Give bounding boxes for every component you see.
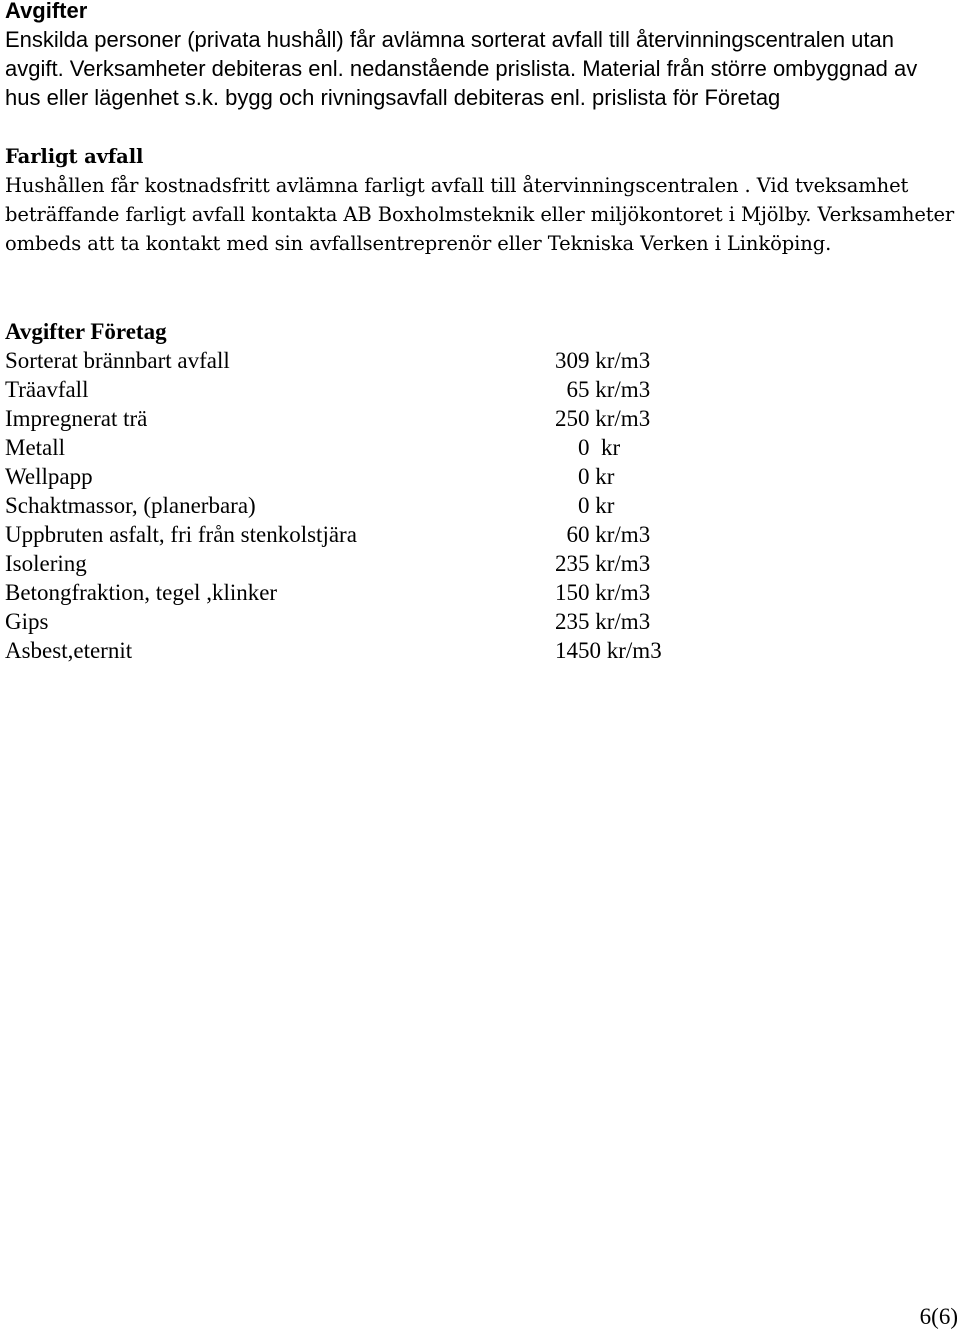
- fee-item-name: Gips: [5, 609, 49, 635]
- fee-item-name: Metall: [5, 434, 66, 460]
- fee-row: [5, 375, 705, 404]
- fee-row: [5, 433, 705, 462]
- fee-row: [5, 462, 705, 491]
- fee-item-price: 0 kr: [555, 434, 621, 460]
- fee-item-price: 60 kr/m3: [555, 522, 651, 548]
- fee-row: [5, 579, 705, 608]
- fee-item-price: 1450 kr/m3: [555, 638, 662, 664]
- fee-item-name: Sorterat brännbart avfall: [5, 347, 230, 373]
- hazardous-waste-heading: Farligt avfall: [5, 145, 144, 168]
- fee-row: [5, 608, 705, 637]
- fee-item-name: Asbest,eternit: [5, 638, 133, 664]
- fee-item-price: 309 kr/m3: [555, 347, 651, 373]
- fee-item-price: 150 kr/m3: [555, 580, 651, 606]
- fee-item-price: 235 kr/m3: [555, 551, 651, 577]
- fee-item-name: Uppbruten asfalt, fri från stenkolstjära: [5, 522, 357, 548]
- fee-item-price: 250 kr/m3: [555, 405, 651, 431]
- fee-row: [5, 491, 705, 520]
- fee-item-price: 65 kr/m3: [555, 376, 651, 402]
- fee-item-name: Wellpapp: [5, 463, 93, 489]
- fee-item-price: 0 kr: [555, 493, 615, 519]
- fee-row: [5, 637, 705, 666]
- fee-item-name: Betongfraktion, tegel ,klinker: [5, 580, 278, 606]
- fee-row: [5, 521, 705, 550]
- fee-row: [5, 550, 705, 579]
- page-heading: Avgifter: [5, 0, 88, 23]
- intro-paragraph: Enskilda personer (privata hushåll) får avlämna sorterat avfall till återvinningscentralen utan avgift. Verksamheter debiteras enl. nedanstående prislista. Material från större ombyggnad av hus eller lägenhet s.k. bygg och rivningsavfall debiteras enl. prislista för Företag: [5, 27, 918, 110]
- hazardous-waste-paragraph: Hushållen får kostnadsfritt avlämna farligt avfall till återvinningscentralen . Vid tveksamhet beträffande farligt avfall kontakta AB Boxholmsteknik eller miljökontoret i Mjölby. Verksamheter ombeds att ta kontakt med sin avfallsentreprenör eller Tekniska Verken i Linköping.: [5, 174, 955, 255]
- page-number: 6(6): [919, 1304, 958, 1329]
- fee-row: [5, 346, 705, 375]
- business-fees-heading: Avgifter Företag: [5, 319, 167, 344]
- fee-item-price: 235 kr/m3: [555, 609, 651, 635]
- fee-item-name: Träavfall: [5, 376, 89, 402]
- fee-item-name: Isolering: [5, 551, 87, 577]
- fee-row: [5, 404, 705, 433]
- fee-item-name: Impregnerat trä: [5, 405, 148, 431]
- fee-item-price: 0 kr: [555, 463, 615, 489]
- fee-item-name: Schaktmassor, (planerbara): [5, 493, 256, 519]
- fee-table: [5, 346, 705, 666]
